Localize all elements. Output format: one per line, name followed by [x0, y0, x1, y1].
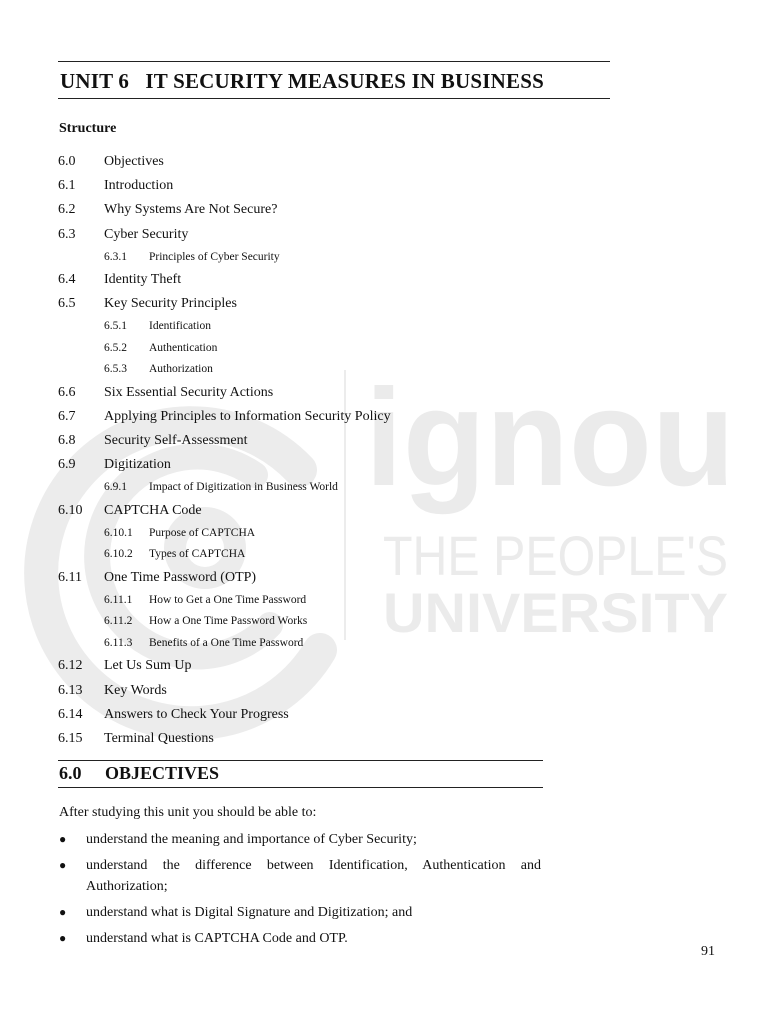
toc-number: 6.13: [58, 682, 83, 698]
toc-number: 6.6: [58, 384, 76, 400]
objectives-title: OBJECTIVES: [105, 763, 220, 783]
objective-text: understand the difference between Identification, Authentication and Authorization;: [86, 858, 541, 894]
toc-number: 6.5.3: [104, 363, 127, 376]
toc-label: Why Systems Are Not Secure?: [104, 202, 278, 218]
objective-text: understand the meaning and importance of Cyber Security;: [86, 832, 417, 847]
bullet-icon: ●: [59, 858, 67, 872]
objectives-top-rule: [58, 760, 543, 761]
objectives-bottom-rule: [58, 787, 543, 788]
toc-label: Security Self-Assessment: [104, 433, 248, 449]
toc-number: 6.10.1: [104, 526, 133, 539]
toc-number: 6.12: [58, 658, 83, 674]
toc-number: 6.3: [58, 226, 76, 242]
toc-label: Authorization: [149, 363, 213, 376]
toc-number: 6.10: [58, 502, 83, 518]
toc-label: Key Security Principles: [104, 296, 237, 312]
toc-number: 6.3.1: [104, 250, 127, 263]
toc-number: 6.5.1: [104, 320, 127, 333]
toc-number: 6.11.2: [104, 615, 133, 628]
toc-number: 6.9: [58, 457, 76, 473]
objectives-intro: After studying this unit you should be able to:: [59, 805, 317, 820]
objectives-heading: [59, 763, 219, 784]
toc-label: Key Words: [104, 682, 167, 698]
toc-label: CAPTCHA Code: [104, 502, 202, 518]
objective-text: understand what is CAPTCHA Code and OTP.: [86, 931, 348, 946]
toc-number: 6.15: [58, 731, 83, 746]
toc-label: Let Us Sum Up: [104, 658, 192, 674]
structure-heading: Structure: [59, 121, 117, 136]
toc-label: Terminal Questions: [104, 731, 214, 746]
toc-number: 6.0: [58, 154, 76, 169]
objective-item: [59, 855, 541, 897]
toc-label: Identity Theft: [104, 272, 182, 288]
toc-label: How to Get a One Time Password: [149, 593, 307, 606]
page-number: 91: [701, 944, 715, 959]
toc-label: Answers to Check Your Progress: [104, 706, 289, 722]
toc-label: Purpose of CAPTCHA: [149, 526, 256, 539]
bullet-icon: ●: [59, 931, 67, 945]
toc-number: 6.11: [58, 569, 82, 585]
toc-label: Types of CAPTCHA: [149, 548, 246, 561]
toc-number: 6.2: [58, 202, 76, 218]
toc-label: Authentication: [149, 341, 218, 354]
toc-number: 6.11.1: [104, 593, 133, 606]
toc-label: Principles of Cyber Security: [149, 250, 280, 263]
objective-item: [59, 902, 541, 923]
toc-number: 6.8: [58, 433, 76, 449]
toc-label: One Time Password (OTP): [104, 569, 257, 585]
objectives-number: 6.0: [59, 763, 82, 783]
objective-item: [59, 829, 541, 850]
bullet-icon: ●: [59, 905, 67, 919]
toc-number: 6.9.1: [104, 481, 127, 494]
watermark-tagline-line2: UNIVERSITY: [383, 581, 728, 644]
objective-text: understand what is Digital Signature and Digitization; and: [86, 905, 413, 920]
toc-label: Digitization: [104, 457, 171, 473]
toc-label: Impact of Digitization in Business World: [149, 481, 338, 494]
objectives-list: [59, 829, 541, 954]
toc-label: Objectives: [104, 154, 164, 169]
toc-label: Applying Principles to Information Security Policy: [104, 409, 391, 424]
toc-number: 6.5: [58, 296, 76, 312]
toc-number: 6.5.2: [104, 341, 127, 354]
toc-number: 6.4: [58, 272, 76, 288]
toc-label: Benefits of a One Time Password: [149, 636, 304, 649]
objective-item: [59, 928, 541, 949]
toc-number: 6.10.2: [104, 548, 133, 561]
toc-number: 6.11.3: [104, 636, 133, 649]
unit-title: UNIT 6 IT SECURITY MEASURES IN BUSINESS: [60, 69, 544, 93]
watermark-tagline-line1: THE PEOPLE'S: [383, 524, 728, 587]
toc-label: Six Essential Security Actions: [104, 384, 274, 400]
toc-number: 6.7: [58, 409, 76, 424]
watermark-logo-text: ignou: [365, 361, 735, 515]
toc-label: Introduction: [104, 178, 174, 194]
toc-label: How a One Time Password Works: [149, 615, 308, 628]
toc-number: 6.14: [58, 706, 83, 722]
toc-label: Identification: [149, 320, 211, 333]
bullet-icon: ●: [59, 832, 67, 846]
toc-label: Cyber Security: [104, 226, 189, 242]
title-top-rule: [58, 61, 610, 62]
toc-number: 6.1: [58, 178, 76, 194]
title-bottom-rule: [58, 98, 610, 99]
